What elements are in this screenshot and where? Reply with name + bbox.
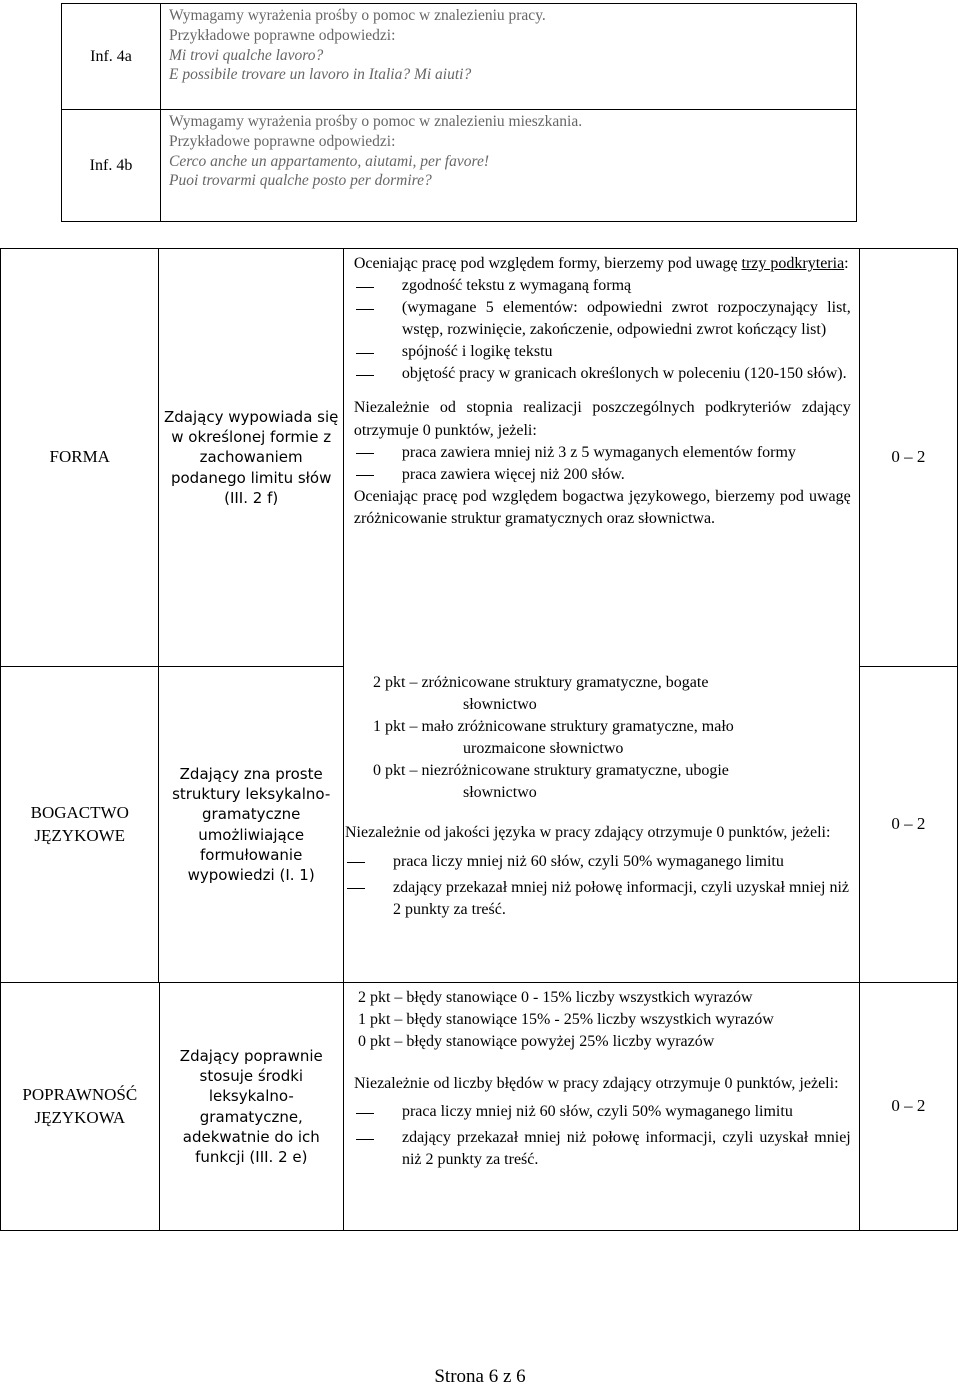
answer-cell <box>161 110 857 222</box>
list-item: praca zawiera więcej niż 200 słów. <box>354 464 851 486</box>
example-answer: Mi trovi qualche lavoro? <box>169 46 324 64</box>
page-number: Strona 6 z 6 <box>434 1366 526 1387</box>
dash-icon <box>345 877 393 899</box>
dash-icon <box>354 464 402 486</box>
dash-icon <box>354 1101 402 1123</box>
dash-icon <box>345 851 393 873</box>
list-item: praca zawiera mniej niż 3 z 5 wymaganych elementów formy <box>354 442 851 464</box>
criterion-description: Zdający zna proste struktury leksykalno-gramatyczne umożliwiające formułowanie wypowiedzi (I. 1) <box>159 667 343 983</box>
list-item: praca liczy mniej niż 60 słów, czyli 50% wymaganego limitu <box>345 851 849 873</box>
criterion-name: FORMA <box>1 249 159 667</box>
criterion-row-poprawnosc <box>1 983 958 1231</box>
example-answer: Cerco anche un appartamento, aiutami, per favore! <box>169 152 489 170</box>
level-line: 2 pkt – błędy stanowiące 0 - 15% liczby wszystkich wyrazów <box>357 989 753 1006</box>
criterion-name: POPRAWNOŚĆ JĘZYKOWA <box>1 983 160 1231</box>
subcriteria-count: trzy podkryteria <box>741 255 845 272</box>
criterion-row-forma <box>1 249 958 667</box>
dash-icon <box>354 341 402 363</box>
criterion-name: BOGACTWO JĘZYKOWE <box>1 667 159 983</box>
dash-icon <box>354 1127 402 1149</box>
examples-heading: Przykładowe poprawne odpowiedzi: <box>169 132 396 150</box>
dash-icon <box>354 363 402 385</box>
score-range: 0 – 2 <box>859 249 957 667</box>
answer-key-table <box>61 3 857 222</box>
criterion-description: Zdający poprawnie stosuje środki leksykalno-gramatyczne, adekwatnie do ich funkcji (III. 2 e) <box>159 983 343 1231</box>
level-line: 1 pkt – mało zróżnicowane struktury gramatyczne, mało urozmaicone słownictwo <box>373 718 734 758</box>
list-item: zgodność tekstu z wymaganą formą <box>354 275 851 297</box>
criterion-description: Zdający wypowiada się w określonej formie z zachowaniem podanego limitu słów (III. 2 f) <box>159 249 343 667</box>
examples-heading: Przykładowe poprawne odpowiedzi: <box>169 26 396 44</box>
list-item: objętość pracy w granicach określonych w poleceniu (120-150 słów). <box>354 363 851 385</box>
list-item: (wymagane 5 elementów: odpowiedni zwrot rozpoczynający list, wstęp, rozwinięcie, zakończenie, odpowiedni zwrot kończący list) <box>354 297 851 341</box>
zero-points-intro: Niezależnie od liczby błędów w pracy zdający otrzymuje 0 punktów, jeżeli: <box>353 1075 839 1093</box>
score-range: 0 – 2 <box>859 667 957 983</box>
dash-icon <box>354 442 402 464</box>
zero-points-intro: Niezależnie od stopnia realizacji poszczególnych podkryteriów zdający otrzymuje 0 punktów, jeżeli: <box>353 399 851 439</box>
example-answer: Puoi trovarmi qualche posto per dormire? <box>169 172 432 190</box>
bogactwo-body <box>345 672 849 921</box>
list-item: praca liczy mniej niż 60 słów, czyli 50% wymaganego limitu <box>354 1101 851 1123</box>
requirement-text: Wymagamy wyrażenia prośby o pomoc w znalezieniu pracy. <box>169 7 546 24</box>
dash-icon <box>354 297 402 319</box>
forma-intro: Oceniając pracę pod względem formy, bierzemy pod uwagę trzy podkryteria: <box>353 255 849 272</box>
criterion-body <box>343 983 859 1231</box>
example-answer: E possibile trovare un lavoro in Italia? Mi aiuti? <box>169 66 472 84</box>
row-label: Inf. 4b <box>62 110 161 222</box>
level-line: 0 pkt – błędy stanowiące powyżej 25% liczby wyrazów <box>357 1033 715 1051</box>
bogactwo-intro: Oceniając pracę pod względem bogactwa językowego, bierzemy pod uwagę zróżnicowanie struktur gramatycznych oraz słownictwa. <box>353 487 851 527</box>
list-item: zdający przekazał mniej niż połowę informacji, czyli uzyskał mniej niż 2 punkty za treść. <box>354 1127 851 1171</box>
level-line: 2 pkt – zróżnicowane struktury gramatyczne, bogate słownictwo <box>373 674 709 714</box>
level-line: 0 pkt – niezróżnicowane struktury gramatyczne, ubogie słownictwo <box>373 762 729 802</box>
requirement-text: Wymagamy wyrażenia prośby o pomoc w znalezieniu mieszkania. <box>169 113 583 130</box>
score-range: 0 – 2 <box>859 983 957 1231</box>
dash-icon <box>354 275 402 297</box>
answer-cell <box>161 4 857 110</box>
list-item: zdający przekazał mniej niż połowę informacji, czyli uzyskał mniej niż 2 punkty za treść. <box>345 877 849 921</box>
row-label: Inf. 4a <box>62 4 161 110</box>
zero-points-intro: Niezależnie od jakości języka w pracy zdający otrzymuje 0 punktów, jeżeli: <box>345 824 831 842</box>
list-item: spójność i logikę tekstu <box>354 341 851 363</box>
scoring-criteria-table-continued <box>0 982 958 1231</box>
level-line: 1 pkt – błędy stanowiące 15% - 25% liczby wszystkich wyrazów <box>357 1011 774 1029</box>
